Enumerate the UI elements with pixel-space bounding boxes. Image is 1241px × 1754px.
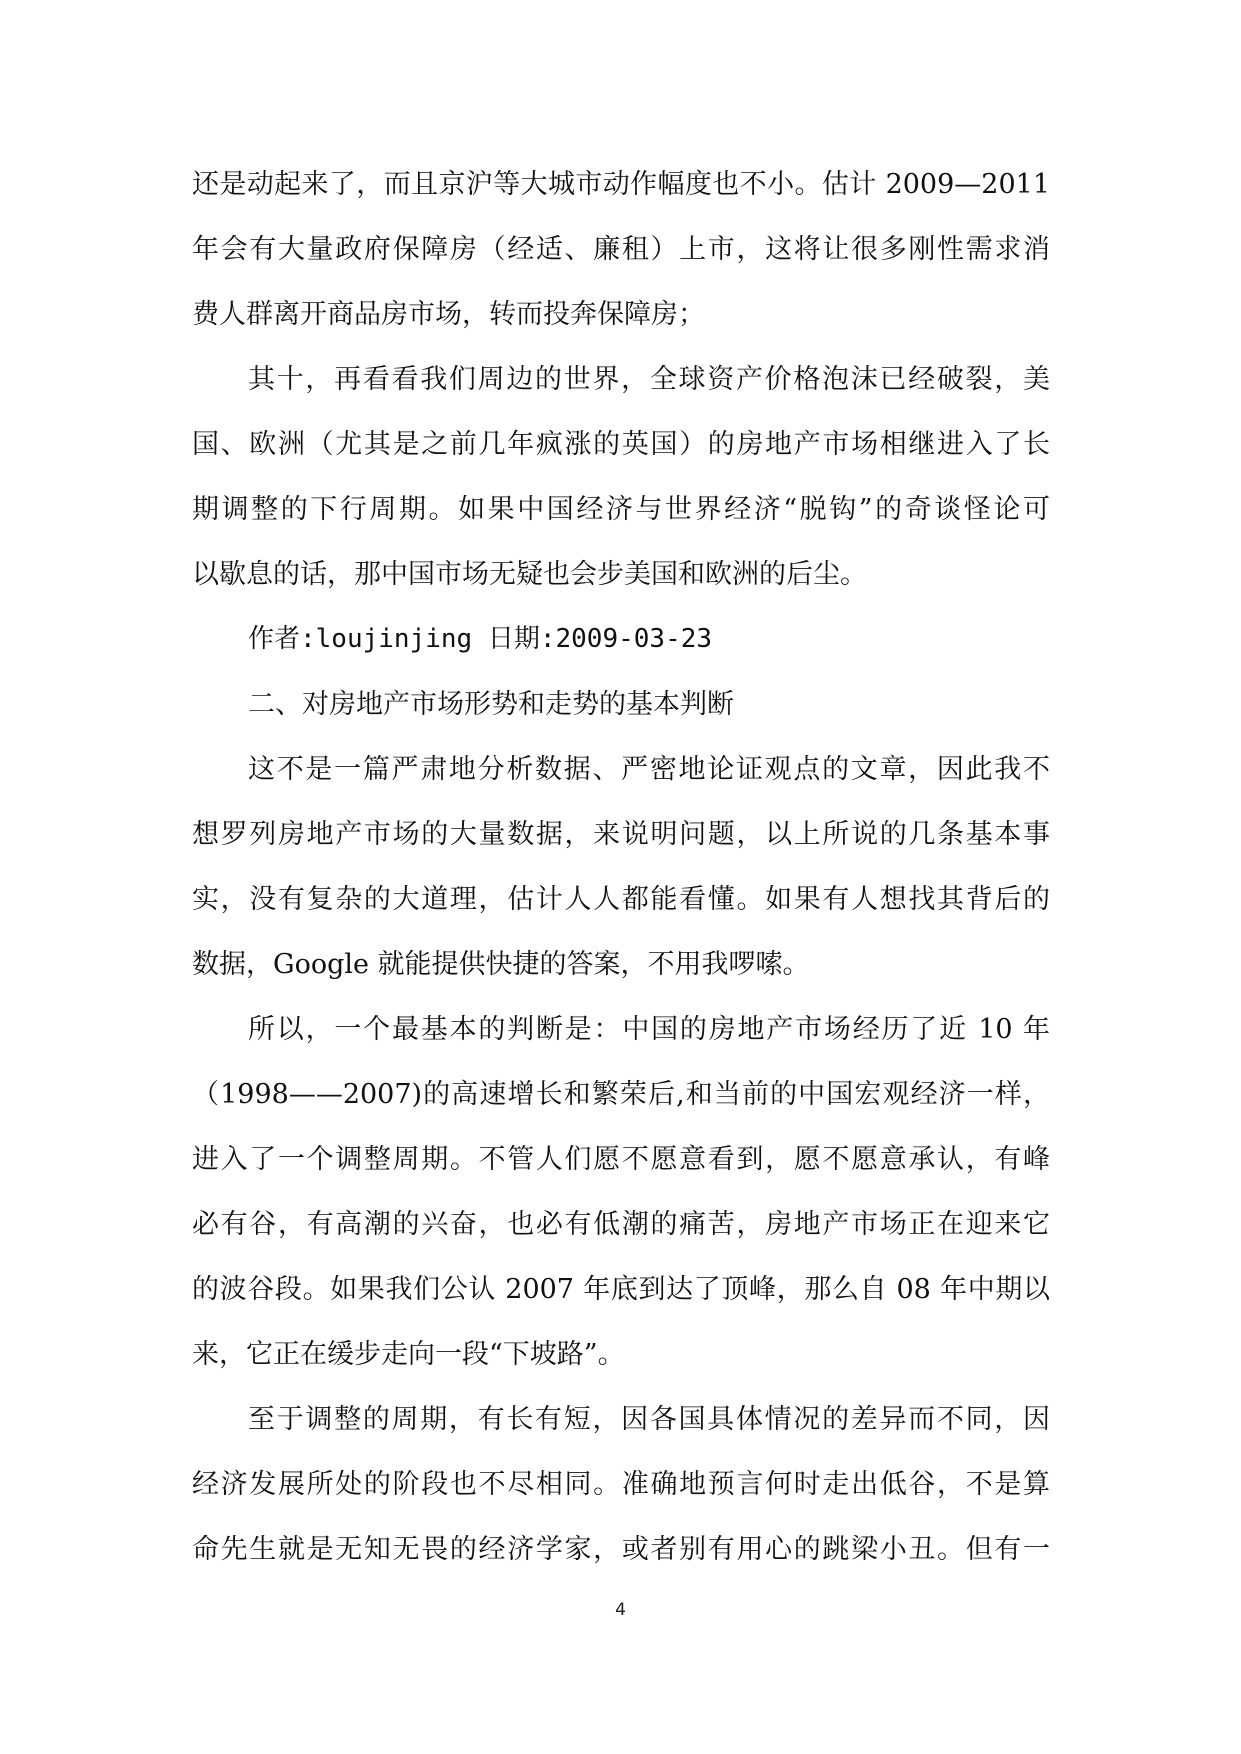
- text-line: 经济发展所处的阶段也不尽相同。准确地预言何时走出低谷，不是算: [192, 1469, 1050, 1500]
- text-line: 进入了一个调整周期。不管人们愿不愿意看到，愿不愿意承认，有峰: [192, 1144, 1050, 1175]
- text-line: 期调整的下行周期。如果中国经济与世界经济“脱钩”的奇谈怪论可: [192, 494, 1050, 525]
- section-heading: 二、对房地产市场形势和走势的基本判断: [248, 689, 734, 720]
- text-line: 数据，Google 就能提供快捷的答案，不用我啰嗦。: [192, 949, 810, 980]
- text-line: 必有谷，有高潮的兴奋，也必有低潮的痛苦，房地产市场正在迎来它: [192, 1209, 1050, 1240]
- text-line: 其十，再看看我们周边的世界，全球资产价格泡沫已经破裂，美: [248, 364, 1050, 395]
- text-line: 费人群离开商品房市场，转而投奔保障房；: [192, 299, 705, 330]
- text-line: （1998——2007)的高速增长和繁荣后,和当前的中国宏观经济一样，: [192, 1079, 1050, 1110]
- author-date-line: 作者:loujinjing 日期:2009-03-23: [248, 624, 713, 654]
- text-line: 这不是一篇严肃地分析数据、严密地论证观点的文章，因此我不: [248, 754, 1050, 785]
- text-line: 国、欧洲（尤其是之前几年疯涨的英国）的房地产市场相继进入了长: [192, 429, 1050, 460]
- text-line: 年会有大量政府保障房（经适、廉租）上市，这将让很多刚性需求消: [192, 234, 1050, 265]
- text-line: 的波谷段。如果我们公认 2007 年底到达了顶峰，那么自 08 年中期以: [192, 1274, 1050, 1305]
- text-line: 实，没有复杂的大道理，估计人人都能看懂。如果有人想找其背后的: [192, 884, 1050, 915]
- text-line: 所以，一个最基本的判断是：中国的房地产市场经历了近 10 年: [248, 1014, 1050, 1045]
- body-text: [192, 152, 1050, 1582]
- text-line: 来，它正在缓步走向一段“下坡路”。: [192, 1339, 625, 1370]
- text-line: 命先生就是无知无畏的经济学家，或者别有用心的跳梁小丑。但有一: [192, 1534, 1050, 1565]
- text-line: 还是动起来了，而且京沪等大城市动作幅度也不小。估计 2009—2011: [192, 169, 1050, 200]
- page-number: 4: [615, 1600, 626, 1620]
- text-line: 以歇息的话，那中国市场无疑也会步美国和欧洲的后尘。: [192, 559, 867, 590]
- text-line: 至于调整的周期，有长有短，因各国具体情况的差异而不同，因: [248, 1404, 1050, 1435]
- text-line: 想罗列房地产市场的大量数据，来说明问题，以上所说的几条基本事: [192, 819, 1050, 850]
